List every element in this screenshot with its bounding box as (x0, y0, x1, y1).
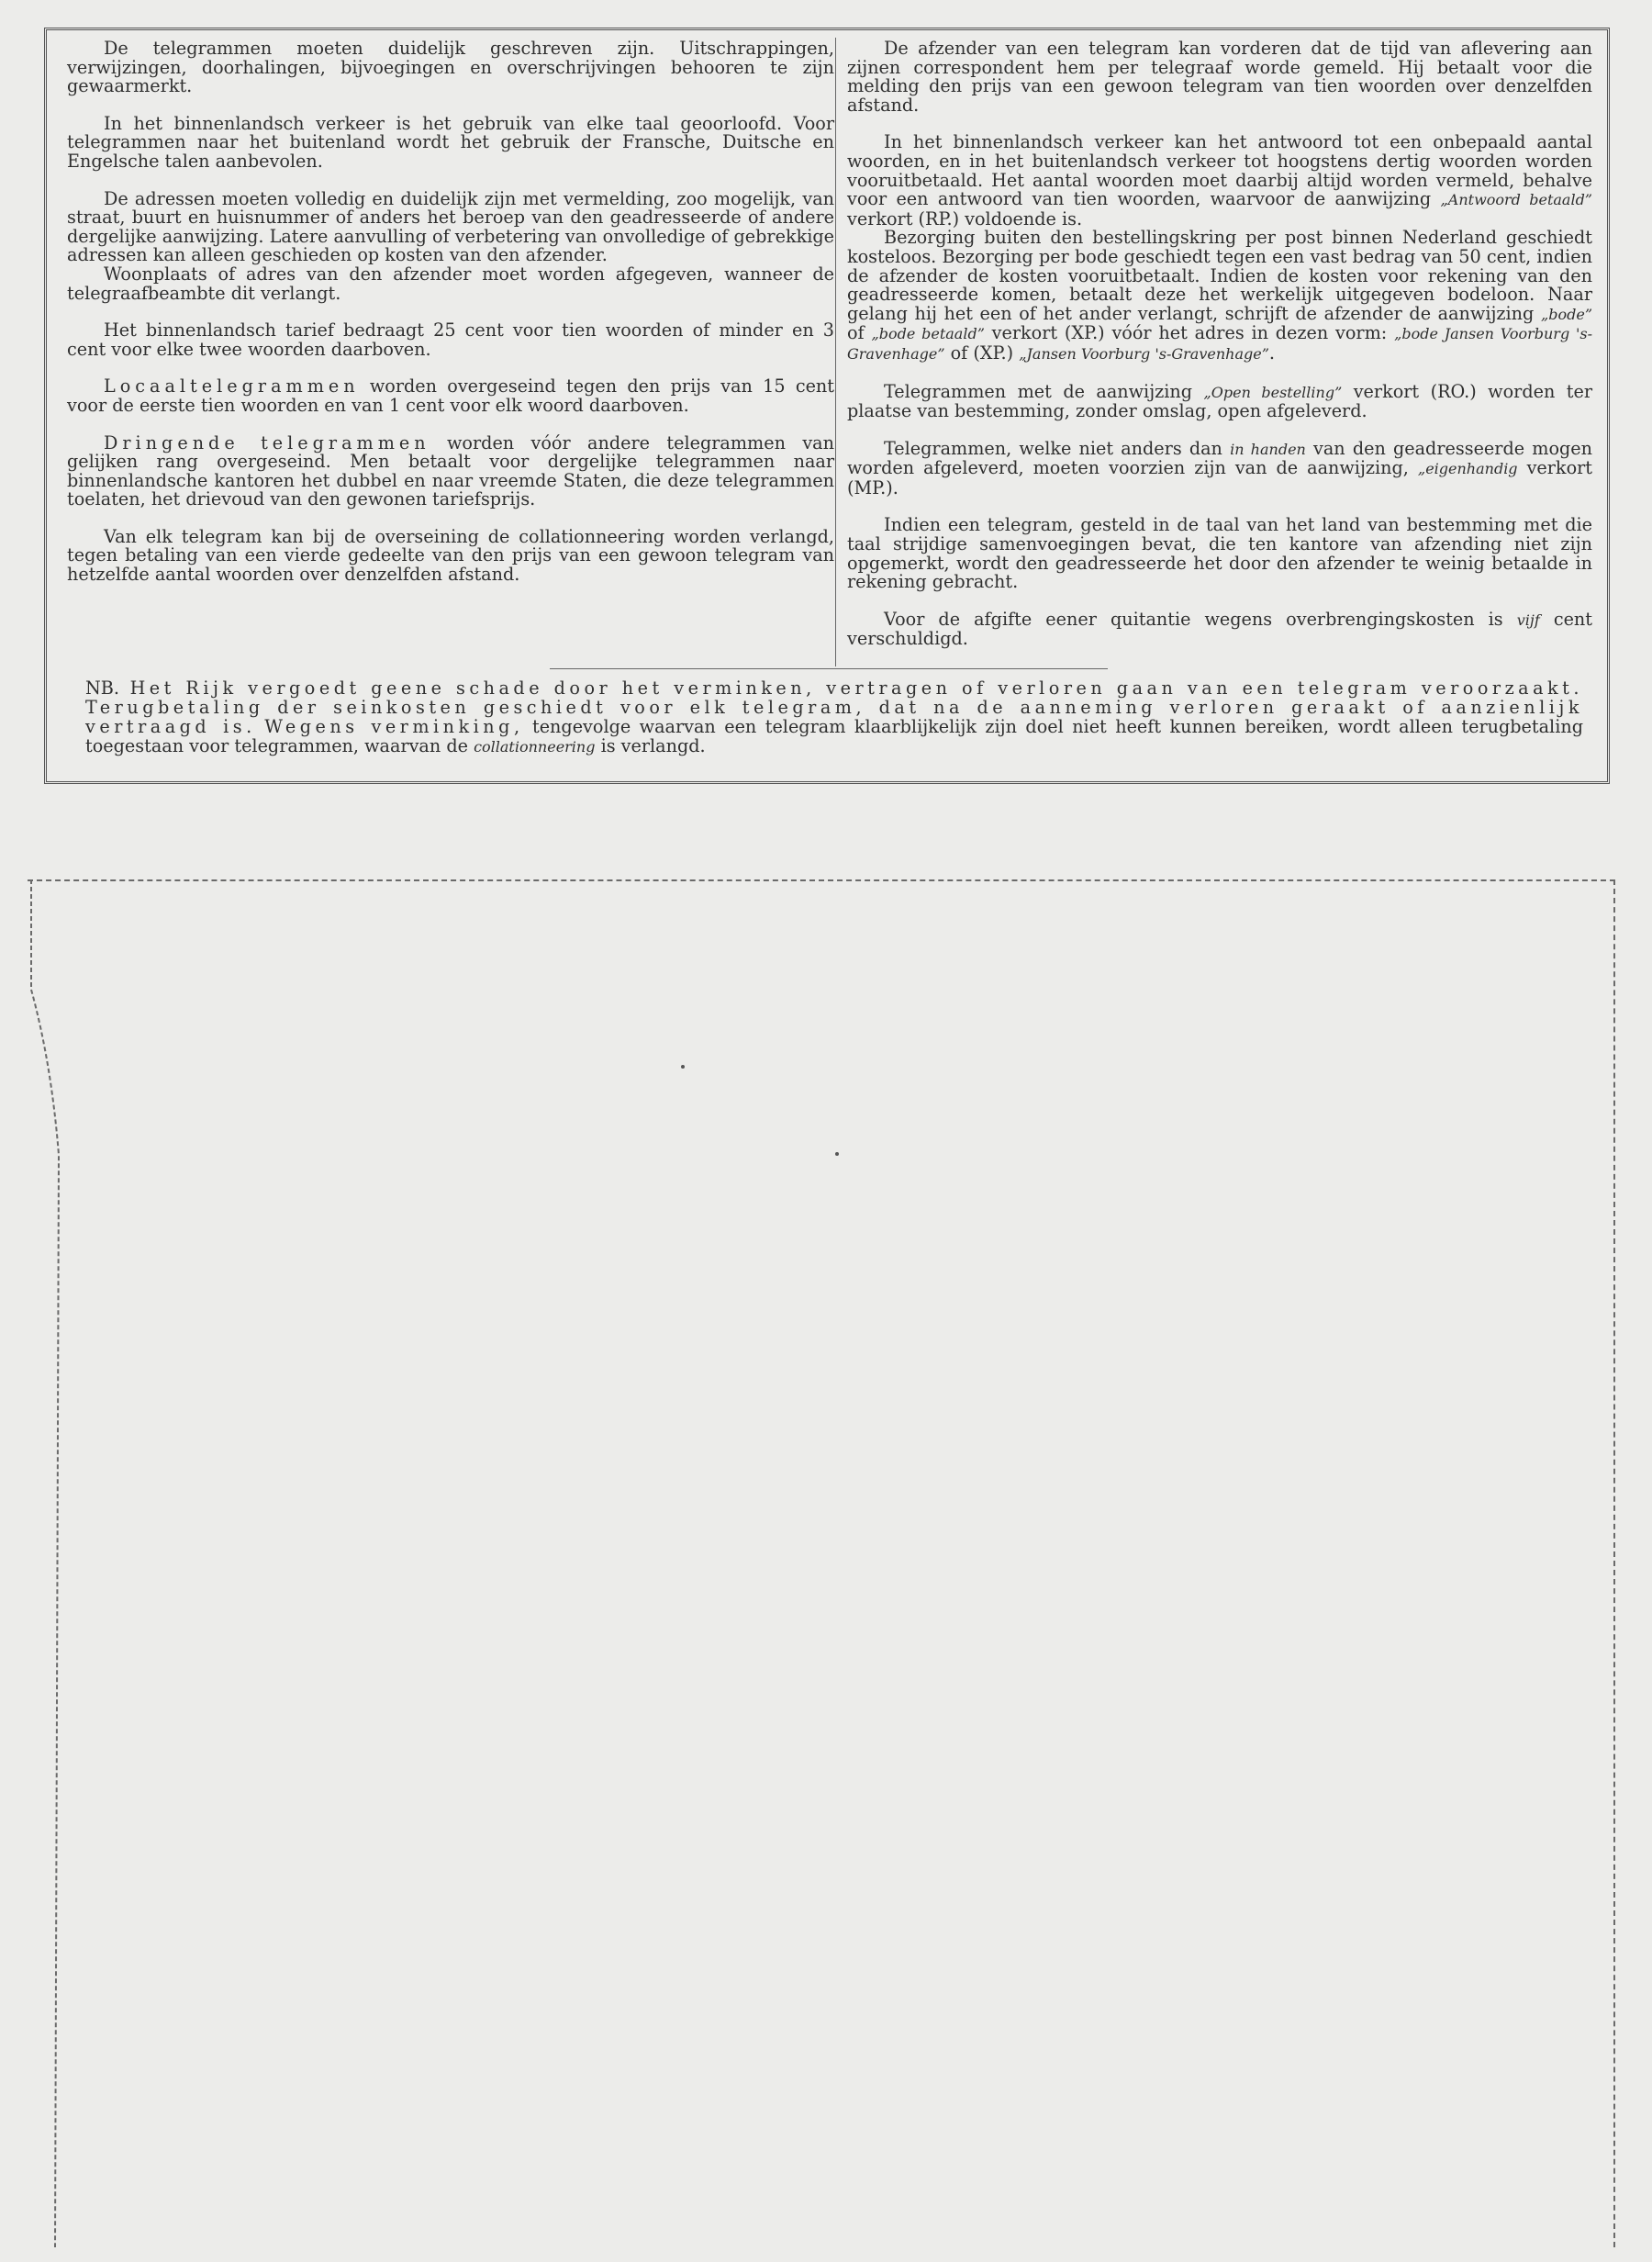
column-divider (835, 38, 836, 666)
paragraph-delivery-messenger: Bezorging buiten den bestellingskring per post binnen Nederland geschiedt kosteloos. Bezorging per bode geschiedt tegen een vast bedrag van 50 cent, indien de afzender de kosten vooruitbetaalt. Indien de kosten voor rekening van den geadresseerde komen, betaalt deze het werkelijk uitgegeven bodeloon. Naar gelang hij het een of het ander verlangt, schrijft de afzender de aanwijzing „bode” of „bode betaald” verkort (XP.) vóór het adres in dezen vorm: „bode Jansen Voorburg 's-Gravenhage” of (XP.) „Jansen Voorburg 's-Gravenhage”. (847, 227, 1592, 364)
form-left-border (28, 879, 83, 2247)
paragraph-local-telegrams: Locaaltelegrammen worden overgeseind tegen den prijs van 15 cent voor de eerste tien woorden en van 1 cent voor elk woord daarboven. (67, 375, 834, 416)
separator-rule (550, 668, 1108, 669)
blank-form-area (28, 879, 1615, 2247)
paragraph-urgent-telegrams: Dringende telegrammen worden vóór andere telegrammen van gelijken rang overgeseind. Men betaalt voor dergelijke telegrammen naar binnenlandsche kantoren het dubbel en naar vreemde Staten, die deze telegrammen toelaten, het drievoud van den gewonen tariefsprijs. (67, 431, 834, 510)
paragraph-delivery-notice: De afzender van een telegram kan vorderen dat de tijd van aflevering aan zijnen correspondent hem per telegraaf worde gemeld. Hij betaalt voor die melding den prijs van een gewoon telegram van tien woorden over denzelfden afstand. (847, 38, 1592, 116)
nb-notice: NB. Het Rijk vergoedt geene schade door het verminken, vertragen of verloren gaan van een telegram veroorzaakt. Terugbetaling der seinkosten geschiedt voor elk telegram, dat na de aanneming verloren geraakt of aanzienlijk vertraagd is. Wegens verminking, tengevolge waarvan een telegram klaarblijkelijk zijn doel niet heeft kunnen bereiken, wordt alleen terugbetaling toegestaan voor telegrammen, waarvan de collationneering is verlangd. (85, 677, 1583, 756)
paragraph-receipt-fee: Voor de afgifte eener quitantie wegens overbrengingskosten is vijf cent verschuldigd. (847, 608, 1592, 650)
paragraph-prepaid-reply: In het binnenlandsch verkeer kan het antwoord tot een onbepaald aantal woorden, en in het buitenlandsch verkeer tot hoogstens dertig woorden worden vooruitbetaald. Het aantal woorden moet daarbij altijd worden vermeld, behalve voor een antwoord van tien woorden, waarvoor de aanwijzing „Antwoord betaald” verkort (RP.) voldoende is. (847, 131, 1592, 230)
paragraph-sender-address: Woonplaats of adres van den afzender moet worden afgegeven, wanneer de telegraafbeambte dit verlangt. (67, 263, 834, 304)
paragraph-language-error: Indien een telegram, gesteld in de taal van het land van bestemming met die taal strijdige samenvoegingen bevat, die ten kantore van afzending niet zijn opgemerkt, wordt den geadresseerde het door den afzender te weinig betaalde in rekening gebracht. (847, 514, 1592, 593)
paragraph-personal-delivery: Telegrammen, welke niet anders dan in handen van den geadresseerde mogen worden afgeleverd, moeten voorzien zijn van de aanwijzing, „eigenhandig verkort (MP.). (847, 437, 1592, 498)
ink-speck (835, 1152, 839, 1156)
right-column (847, 39, 1592, 667)
paragraph-collation: Van elk telegram kan bij de overseining de collationneering worden verlangd, tegen betaling van een vierde gedeelte van den prijs van een gewoon telegram van hetzelfde aantal woorden over denzelfden afstand. (67, 525, 834, 586)
instructions-box (44, 28, 1610, 784)
paragraph-addresses: De adressen moeten volledig en duidelijk zijn met vermelding, zoo mogelijk, van straat, buurt en huisnummer of anders het beroep van den geadresseerde of andere dergelijke aanwijzing. Latere aanvulling of verbetering van onvolledige of gebrekkige adressen kan alleen geschieden op kosten van den afzender. (67, 187, 834, 266)
paragraph-domestic-tariff: Het binnenlandsch tarief bedraagt 25 cent voor tien woorden of minder en 3 cent voor elke twee woorden daarboven. (67, 319, 834, 360)
left-column (67, 39, 834, 603)
paragraph-language: In het binnenlandsch verkeer is het gebruik van elke taal geoorloofd. Voor telegrammen naar het buitenland wordt het gebruik der Fransche, Duitsche en Engelsche talen aanbevolen. (67, 112, 834, 172)
ink-speck (681, 1065, 685, 1069)
paragraph-open-delivery: Telegrammen met de aanwijzing „Open bestelling” verkort (RO.) worden ter plaatse van bestemming, zonder omslag, open afgeleverd. (847, 380, 1593, 422)
paragraph-legibility: De telegrammen moeten duidelijk geschreven zijn. Uitschrappingen, verwijzingen, doorhalingen, bijvoegingen en overschrijvingen behooren te zijn gewaarmerkt. (67, 38, 834, 97)
